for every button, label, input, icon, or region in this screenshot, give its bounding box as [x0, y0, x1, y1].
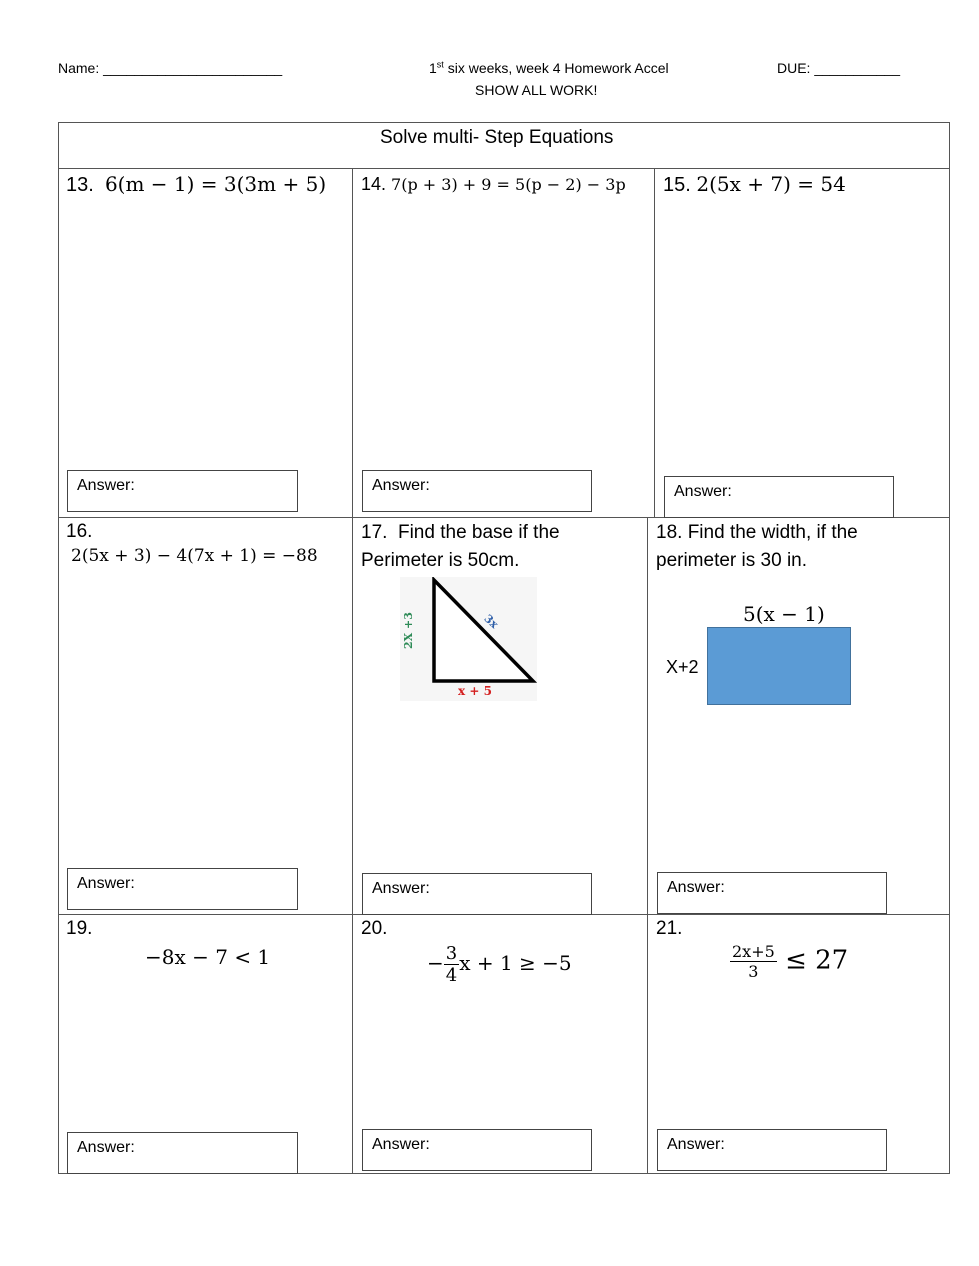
problem-17-text: 17. Find the base if the Perimeter is 50cm.	[361, 522, 560, 571]
show-work-instruction: SHOW ALL WORK!	[475, 82, 598, 98]
answer-label: Answer:	[77, 477, 135, 494]
answer-label: Answer:	[667, 879, 725, 896]
rectangle-top-label: 5(x − 1)	[743, 602, 825, 626]
answer-label: Answer:	[77, 875, 135, 892]
table-heading: Solve multi- Step Equations	[380, 127, 614, 148]
problem-15: 15. 2(5x + 7) = 54	[663, 172, 846, 196]
answer-box-16[interactable]	[67, 868, 298, 910]
triangle-left-side-label: 2X +3	[402, 612, 415, 649]
triangle-figure	[400, 577, 537, 701]
problem-16-number: 16.	[66, 521, 93, 542]
problem-21-number: 21.	[656, 918, 683, 939]
answer-label: Answer:	[372, 880, 430, 897]
answer-label: Answer:	[77, 1139, 135, 1156]
rectangle-figure	[707, 627, 851, 705]
problem-15-equation: 2(5x + 7) = 54	[696, 172, 846, 196]
answer-box-14[interactable]	[362, 470, 592, 512]
problem-18-text: 18. Find the width, if the perimeter is 30 in.	[656, 522, 858, 571]
answer-box-18[interactable]	[657, 872, 887, 914]
problem-20-number: 20.	[361, 918, 388, 939]
right-triangle	[434, 580, 533, 681]
problem-13: 13. 6(m − 1) = 3(3m + 5)	[66, 172, 327, 196]
answer-label: Answer:	[674, 483, 732, 500]
answer-box-21[interactable]	[657, 1129, 887, 1171]
problem-19-number: 19.	[66, 918, 93, 939]
answer-box-13[interactable]	[67, 470, 298, 512]
answer-box-17[interactable]	[362, 873, 592, 915]
triangle-base-label: x + 5	[458, 684, 492, 698]
problem-14: 14. 7(p + 3) + 9 = 5(p − 2) − 3p	[361, 174, 626, 194]
assignment-title: 1st six weeks, week 4 Homework Accel	[429, 59, 669, 76]
problem-14-equation: 7(p + 3) + 9 = 5(p − 2) − 3p	[391, 175, 626, 194]
triangle-hypotenuse-label: 3x	[481, 611, 501, 632]
name-field-label: Name: _______________________	[58, 60, 283, 76]
due-date-label: DUE: ___________	[777, 60, 900, 76]
rectangle-side-label: X+2	[666, 657, 699, 677]
answer-box-19[interactable]	[67, 1132, 298, 1174]
answer-label: Answer:	[667, 1136, 725, 1153]
problem-21-inequality: $\frac{2x+5}{3}$ ≤ 27	[732, 942, 849, 981]
answer-box-15[interactable]	[664, 476, 894, 518]
problem-16-equation: 2(5x + 3) − 4(7x + 1) = −88	[71, 546, 318, 566]
answer-label: Answer:	[372, 477, 430, 494]
problem-19-inequality: −8x − 7 < 1	[145, 945, 271, 969]
answer-box-20[interactable]	[362, 1129, 592, 1171]
answer-label: Answer:	[372, 1136, 430, 1153]
problem-13-equation: 6(m − 1) = 3(3m + 5)	[104, 172, 327, 196]
problem-20-inequality: − $\frac{3}{4}$ x + 1 ≥ −5	[427, 943, 572, 986]
